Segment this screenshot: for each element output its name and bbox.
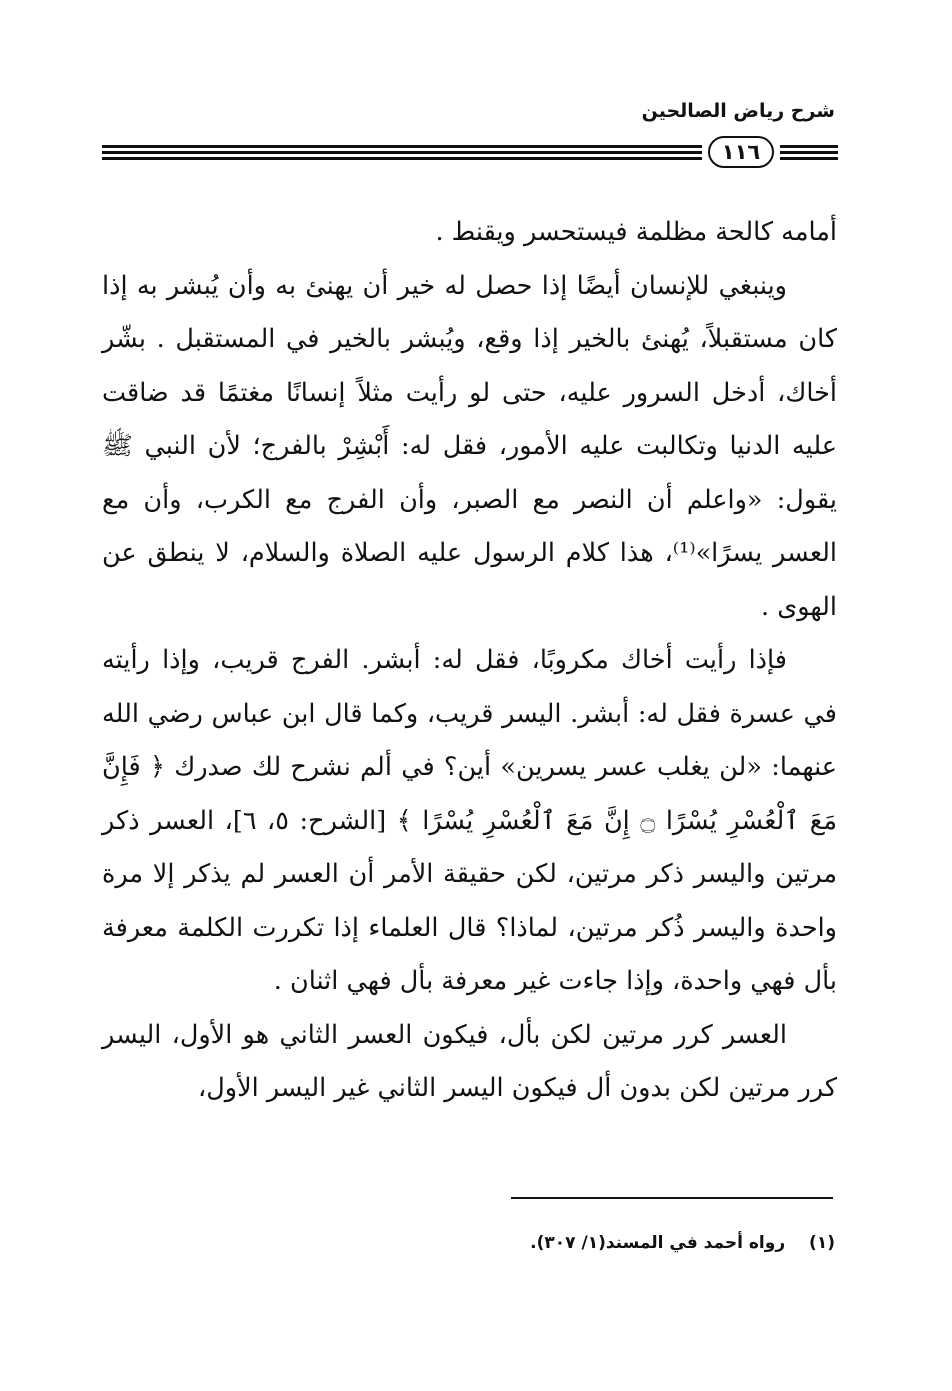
paragraph: العسر كرر مرتين لكن بأل، فيكون العسر الثاني هو الأول، اليسر كرر مرتين لكن بدون أل فيكون اليسر الثاني غير اليسر الأول،	[102, 1019, 837, 1103]
running-header-title: شرح رياض الصالحين	[641, 100, 835, 122]
footnote	[235, 1233, 835, 1253]
header-rule	[102, 136, 838, 176]
footnote-separator	[511, 1197, 833, 1199]
footnote-text: رواه أحمد في المسند(١/ ٣٠٧).	[530, 1233, 786, 1253]
header-rule-line	[780, 145, 838, 148]
header-rule-line	[780, 151, 838, 154]
footnote-marker: (١)	[809, 1233, 835, 1253]
header-rule-line	[780, 157, 838, 160]
header-rule-line	[102, 151, 702, 154]
header-rule-line	[102, 145, 702, 148]
page-number: ١١٦	[708, 136, 774, 168]
paragraph: أمامه كالحة مظلمة فيستحسر ويقنط .	[435, 217, 837, 247]
paragraph: وينبغي للإنسان أيضًا إذا حصل له خير أن يهنئ به وأن يُبشر به إذا كان مستقبلاً، يُهنئ بالخير إذا وقع، ويُبشر بالخير في المستقبل . بشّر أخاك، أدخل السرور عليه، حتى لو رأيت مثلاً إنسانًا مغتمًا قد ضاقت عليه الدنيا وتكالبت عليه الأمور، فقل له: أَبْشِرْ بالفرج؛ لأن النبي ﷺ يقول: «واعلم أن النصر مع الصبر، وأن الفرج مع الكرب، وأن مع العسر يسرًا»⁽¹⁾، هذا كلام الرسول عليه الصلاة والسلام، لا ينطق عن الهوى .	[102, 270, 838, 622]
paragraph: فإذا رأيت أخاك مكروبًا، فقل له: أبشر. الفرج قريب، وإذا رأيته في عسرة فقل له: أبشر. اليسر قريب، وكما قال ابن عباس رضي الله عنهما: «لن يغلب عسر يسرين» أين؟ في ألم نشرح لك صدرك ﴿ فَإِنَّ مَعَ ٱلْعُسْرِ يُسْرًا ۝ إِنَّ مَعَ ٱلْعُسْرِ يُسْرًا ﴾ [الشرح: ٥، ٦]، العسر ذكر مرتين واليسر ذكر مرتين، لكن حقيقة الأمر أن العسر لم يذكر إلا مرة واحدة واليسر ذُكر مرتين، لماذا؟ قال العلماء إذا تكررت الكلمة معرفة بأل فهي واحدة، وإذا جاءت غير معرفة بأل فهي اثنان .	[102, 645, 837, 996]
header-rule-line	[102, 157, 702, 160]
body-text	[102, 206, 837, 1116]
